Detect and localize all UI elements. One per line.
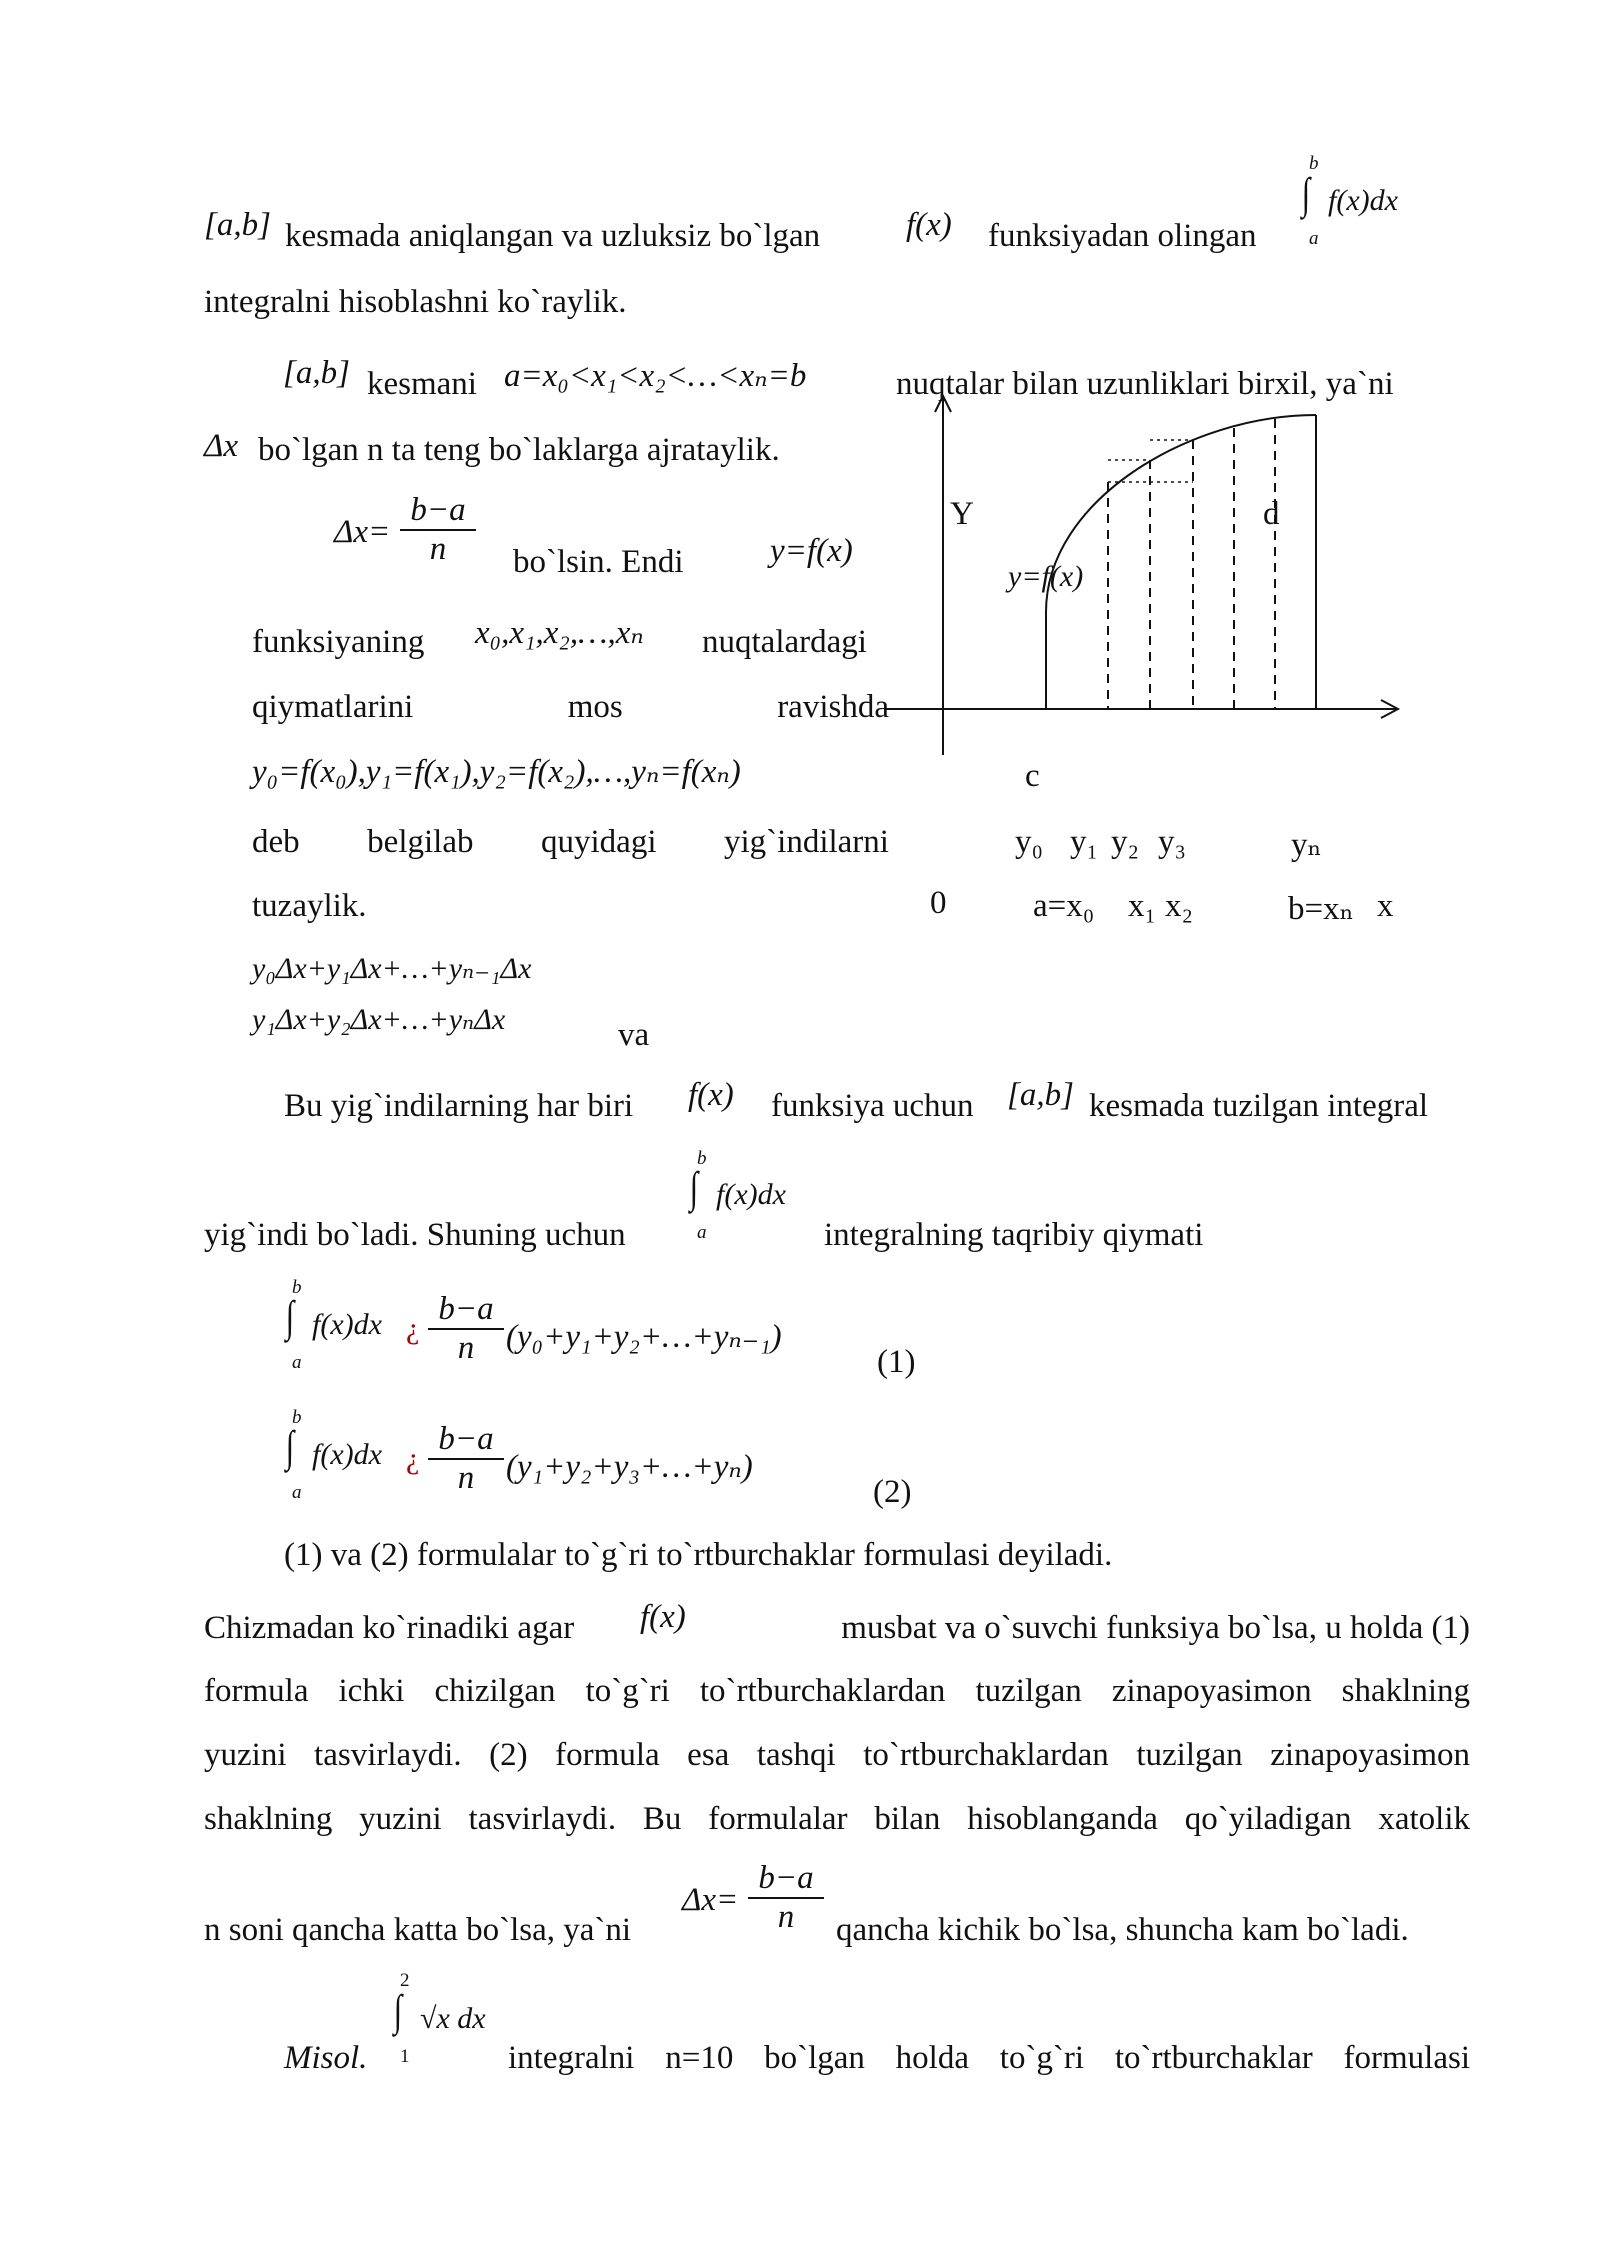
text: bo`lgan n ta teng bo`laklarga ajrataylik.: [258, 432, 780, 468]
text: funksiyaning: [252, 624, 425, 660]
segment-ab: [a,b]: [204, 207, 271, 243]
integral-upper: b: [1309, 153, 1319, 174]
figure-label-c: c: [1025, 758, 1040, 794]
integral-upper: 2: [400, 1970, 410, 1991]
figure-label-x1: x₁: [1128, 888, 1157, 924]
denominator: n: [457, 1460, 475, 1496]
integral-body: f(x)dx: [312, 1308, 382, 1341]
word: quyidagi: [541, 824, 657, 860]
points-list: x₀,x₁,x₂,…,xₙ: [475, 615, 644, 651]
figure-label-x: x: [1377, 888, 1394, 924]
integral-upper: b: [292, 1277, 302, 1298]
math-fx: f(x): [906, 207, 952, 243]
figure-label-y3: y₃: [1158, 824, 1187, 860]
text: funksiyadan olingan: [988, 218, 1257, 254]
figure-label-bxn: b=xₙ: [1288, 891, 1354, 927]
text-line: yuzini tasvirlaydi. (2) formula esa tashqi to`rtburchaklardan tuzilgan zinapoyasimon: [204, 1737, 1470, 1773]
figure-curve-label: y=f(x): [1008, 560, 1084, 593]
figure-label-ax0: a=x₀: [1033, 888, 1095, 924]
math-dx-eq: Δx=: [682, 1882, 739, 1918]
sum-expression: (y₀+y₁+y₂+…+yₙ₋₁): [506, 1319, 782, 1355]
figure-label-y2: y₂: [1111, 824, 1140, 860]
integral-body: f(x)dx: [312, 1438, 382, 1471]
approx-symbol: ¿: [406, 1442, 420, 1475]
text: integralning taqribiy qiymati: [824, 1217, 1204, 1253]
partition-formula: a=x₀<x₁<x₂<…<xₙ=b: [504, 358, 807, 394]
segment-ab: [a,b]: [1007, 1077, 1074, 1113]
figure-label-y1: y₁: [1070, 824, 1099, 860]
text: qancha kichik bo`lsa, shuncha kam bo`ladi.: [836, 1912, 1409, 1948]
text: kesmada aniqlangan va uzluksiz bo`lgan: [285, 218, 821, 254]
integral-lower: a: [292, 1482, 302, 1503]
text: nuqtalardagi: [702, 624, 867, 660]
integral-upper: b: [697, 1148, 707, 1169]
integral-body: f(x)dx: [716, 1178, 786, 1211]
integral-sign: ∫: [285, 1422, 295, 1471]
denominator: n: [429, 531, 447, 567]
text: n soni qancha katta bo`lsa, ya`ni: [204, 1912, 632, 1948]
text-line: integralni hisoblashni ko`raylik.: [204, 284, 627, 320]
text: nuqtalar bilan uzunliklari birxil, ya`ni: [896, 366, 1394, 402]
denominator: n: [777, 1899, 795, 1935]
y-values-formula: y₀=f(x₀),y₁=f(x₁),y₂=f(x₂),…,yₙ=f(xₙ): [252, 754, 741, 790]
integral-sign: ∫: [1301, 169, 1311, 218]
word: mos: [567, 689, 623, 725]
integral-sign: ∫: [285, 1292, 295, 1341]
figure-label-origin: 0: [930, 885, 947, 921]
integral-lower: 1: [400, 2046, 410, 2067]
formula-tag: (1): [877, 1344, 916, 1380]
figure-label-x2: x₂: [1165, 888, 1194, 924]
sum-formula-1: y₀Δx+y₁Δx+…+yₙ₋₁Δx: [252, 952, 532, 985]
text-line: formula ichki chizilgan to`g`ri to`rtburchaklardan tuzilgan zinapoyasimon shaklning: [204, 1673, 1470, 1709]
integral-upper: b: [292, 1407, 302, 1428]
formula-tag: (2): [873, 1474, 912, 1510]
fraction: [428, 1291, 504, 1367]
text: kesmani: [367, 366, 477, 402]
math-fx: f(x): [640, 1599, 686, 1635]
text: yig`indi bo`ladi. Shuning uchun: [204, 1217, 626, 1253]
figure-label-d: d: [1263, 496, 1280, 532]
integral-lower: a: [292, 1352, 302, 1373]
figure-label-Y: Y: [950, 496, 974, 532]
integral-lower: a: [697, 1222, 707, 1243]
numerator: b−a: [400, 492, 476, 531]
text-line: (1) va (2) formulalar to`g`ri to`rtburchaklar formulasi deyiladi.: [284, 1537, 1113, 1573]
text-line: shaklning yuzini tasvirlaydi. Bu formulalar bilan hisoblanganda qo`yiladigan xatolik: [204, 1801, 1470, 1837]
numerator: b−a: [428, 1291, 504, 1330]
text: kesmada tuzilgan integral: [1089, 1088, 1429, 1124]
integral-lower: a: [1309, 228, 1319, 249]
math-dx-eq: Δx=: [334, 514, 391, 550]
numerator: b−a: [748, 1860, 824, 1899]
figure-label-y0: y₀: [1015, 824, 1044, 860]
text: va: [618, 1017, 650, 1053]
word: qiymatlarini: [252, 689, 414, 725]
denominator: n: [457, 1330, 475, 1366]
text: Chizmadan ko`rinadiki agar: [204, 1610, 575, 1646]
text: funksiya uchun: [771, 1088, 974, 1124]
sum-formula-2: y₁Δx+y₂Δx+…+yₙΔx: [252, 1003, 506, 1036]
integral-sign: ∫: [393, 1986, 403, 2035]
example-label: Misol.: [284, 2040, 368, 2076]
text-line: integralni n=10 bo`lgan holda to`g`ri to`rtburchaklar formulasi: [508, 2040, 1470, 2076]
fraction: [428, 1421, 504, 1497]
approx-symbol: ¿: [406, 1312, 420, 1345]
math-yfx: y=f(x): [770, 533, 853, 569]
integral-body: √x dx: [420, 2002, 486, 2035]
word: yig`indilarni: [724, 824, 889, 860]
text: tuzaylik.: [252, 888, 367, 924]
text: bo`lsin. Endi: [513, 544, 684, 580]
word: deb: [252, 824, 300, 860]
math-dx: Δx: [204, 428, 239, 464]
segment-ab: [a,b]: [283, 355, 350, 391]
sum-expression: (y₁+y₂+y₃+…+yₙ): [506, 1449, 753, 1485]
text: Bu yig`indilarning har biri: [284, 1088, 634, 1124]
numerator: b−a: [428, 1421, 504, 1460]
text: musbat va o`suvchi funksiya bo`lsa, u holda (1): [841, 1610, 1470, 1646]
fraction: [748, 1860, 824, 1936]
math-fx: f(x): [688, 1077, 734, 1113]
word: belgilab: [367, 824, 474, 860]
integral-sign: ∫: [689, 1163, 699, 1212]
integral-body: f(x)dx: [1328, 184, 1398, 217]
figure-label-yn: yₙ: [1291, 827, 1322, 863]
word: ravishda: [777, 689, 889, 725]
